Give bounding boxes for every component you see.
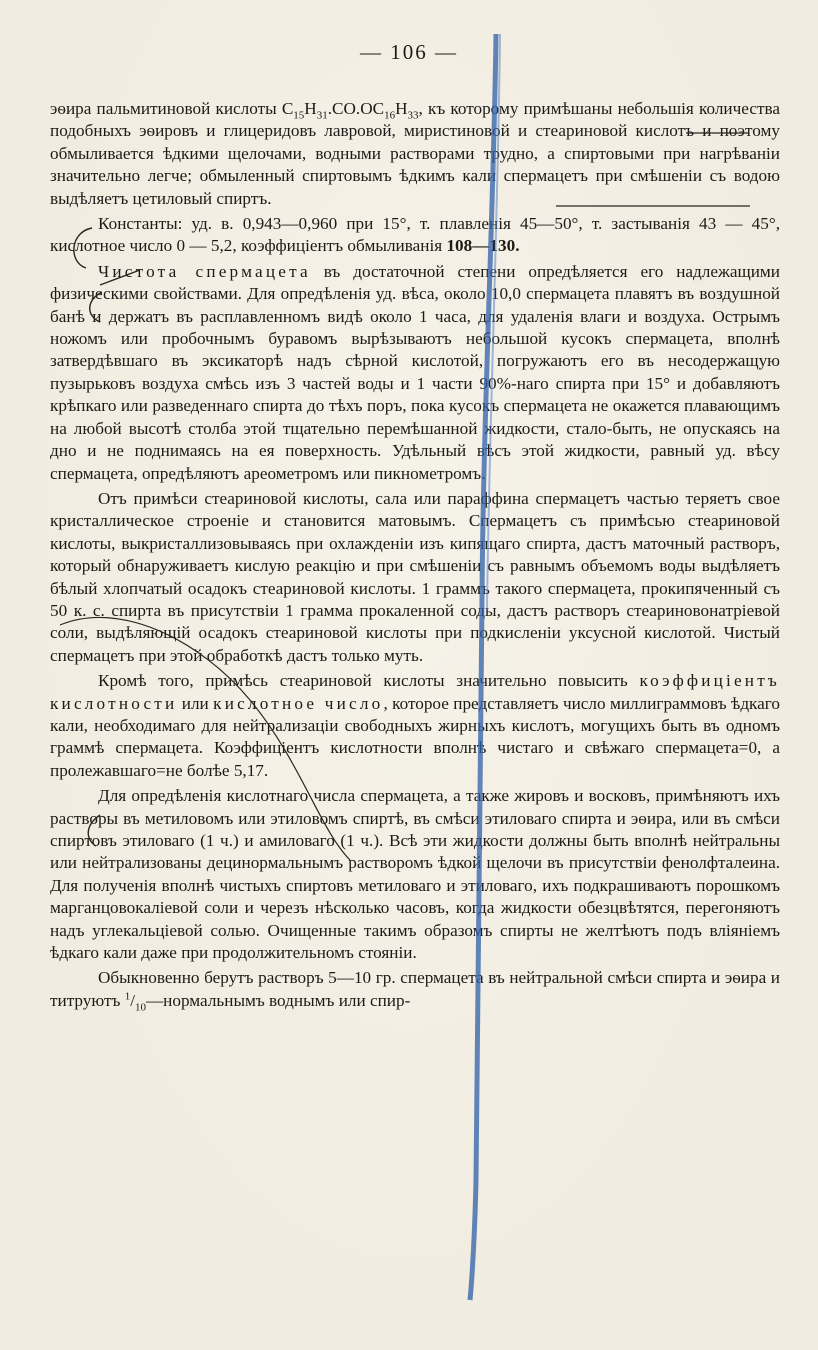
paragraph-stearic-admixture: Отъ примѣси стеариновой кислоты, сала или параффина спермацетъ частью теряетъ свое кристаллическое строеніе и становится матовымъ. Спермацетъ съ примѣсью стеариновой кислоты, выкристаллизовываясь при охлажденіи изъ кипящаго спирта, дастъ маточный растворъ, который обнаруживаетъ кислую реакцію и при смѣшеніи съ равнымъ объемомъ воды выдѣляетъ бѣлый хлопчатый осадокъ стеариновой кислоты. 1 граммъ такого спермацета, прокипяченный съ 50 к. с. спирта въ присутствіи 1 грамма прокаленной соды, дастъ растворъ стеариновонатріевой соли, выдѣляющій осадокъ стеариновой кислоты при подкисленіи уксусной кислотой. Чистый спермацетъ при этой обработкѣ дастъ только муть. bbox=[50, 488, 780, 665]
paragraph-titration: Обыкновенно берутъ растворъ 5—10 гр. спермацета въ нейтральной смѣси спирта и эѳира и титруютъ $^1/_{10}—нормальнымъ$ воднымъ или спир- bbox=[50, 968, 780, 1014]
paragraph-acid-number-method: Для опредѣленія кислотнаго числа спермацета, а также жировъ и восковъ, примѣняютъ ихъ растворы въ метиловомъ или этиловомъ спиртѣ, въ смѣси этиловаго спирта и эѳира, или въ смѣси спиртовъ этиловаго (1 ч.) и амиловаго (1 ч.). Всѣ эти жидкости должны быть вполнѣ нейтральны или нейтрализованы децинормальнымъ растворомъ ѣдкой щелочи въ присутствіи фенолфталеина. Для полученія вполнѣ чистыхъ спиртовъ метиловаго и этиловаго, ихъ подкрашиваютъ порошкомъ марганцовокаліевой соли и черезъ нѣсколько часовъ, когда жидкости обезцвѣтятся, перегоняютъ надъ углекальціевой солью. Очищенные такимъ образомъ спирты не желтѣютъ подъ вліяніемъ ѣдкаго кали даже при продолжительномъ стояніи. bbox=[50, 786, 780, 963]
paragraph-purity: Чистота спермацета въ достаточной степени опредѣляется его надлежащими физическими свойствами. Для опредѣленія уд. вѣса, около 10,0 спермацета плавятъ въ воздушной банѣ и держатъ въ расплавленномъ видѣ около 1 часа, для удаленія влаги и воздуха. Острымъ ножомъ или пробочнымъ буравомъ вырѣзываютъ небольшой кусокъ спермацета, вполнѣ затвердѣвшаго въ эксикаторѣ надъ сѣрной кислотой, погружаютъ его въ несодержащую пузырьковъ воздуха смѣсь изъ 3 частей воды и 1 части 90%-наго спирта при 15° и добавляютъ крѣпкаго или разведеннаго спирта до тѣхъ поръ, пока кусокъ спермацета не окажется плавающимъ на любой высотѣ столба этой тщательно перемѣшанной жидкости, стало-быть, не опускаясь на дно и не поднимаясь на ея поверхность. Удѣльный вѣсъ этой жидкости, равный уд. вѣсу спермацета, опредѣляютъ ареометромъ или пикнометромъ. bbox=[50, 261, 780, 483]
page-number: — 106 — bbox=[360, 40, 458, 64]
paragraph-spermaceti-composition: эѳира пальмитиновой кислоты $C_{15}H_{31}.CO.OC_{16}H_{33}$, къ которому примѣшаны небольшія количества подобныхъ эѳировъ и глицеридовъ лавровой, миристиновой и стеариновой кислотъ и поэтому обмыливается ѣдкими щелочами, водными растворами трудно, а спиртовыми при нагрѣваніи значительно легче; обмыленный спиртовымъ ѣдкимъ кали спермацетъ при смѣшеніи съ водою выдѣляетъ цетиловый спиртъ. bbox=[50, 99, 780, 208]
body-text bbox=[50, 98, 780, 1015]
paragraph-constants: Константы: уд. в. 0,943—0,960 при 15°, т. плавленія 45—50°, т. застыванія 43 — 45°, кислотное число 0 — 5,2, коэффиціентъ обмыливанія 108—130. bbox=[50, 214, 780, 256]
paragraph-acid-coefficient: Кромѣ того, примѣсь стеариновой кислоты значительно повысить коэффиціентъ кислотности или кислотное число, которое представляетъ число миллиграммовъ ѣдкаго кали, необходимаго для нейтрализаціи свободныхъ жирныхъ кислотъ, могущихъ быть въ одномъ граммѣ спермацета. Коэффиціентъ кислотности вполнѣ чистаго и свѣжаго спермацета=0, а пролежавшаго=не болѣе 5,17. bbox=[50, 671, 780, 780]
